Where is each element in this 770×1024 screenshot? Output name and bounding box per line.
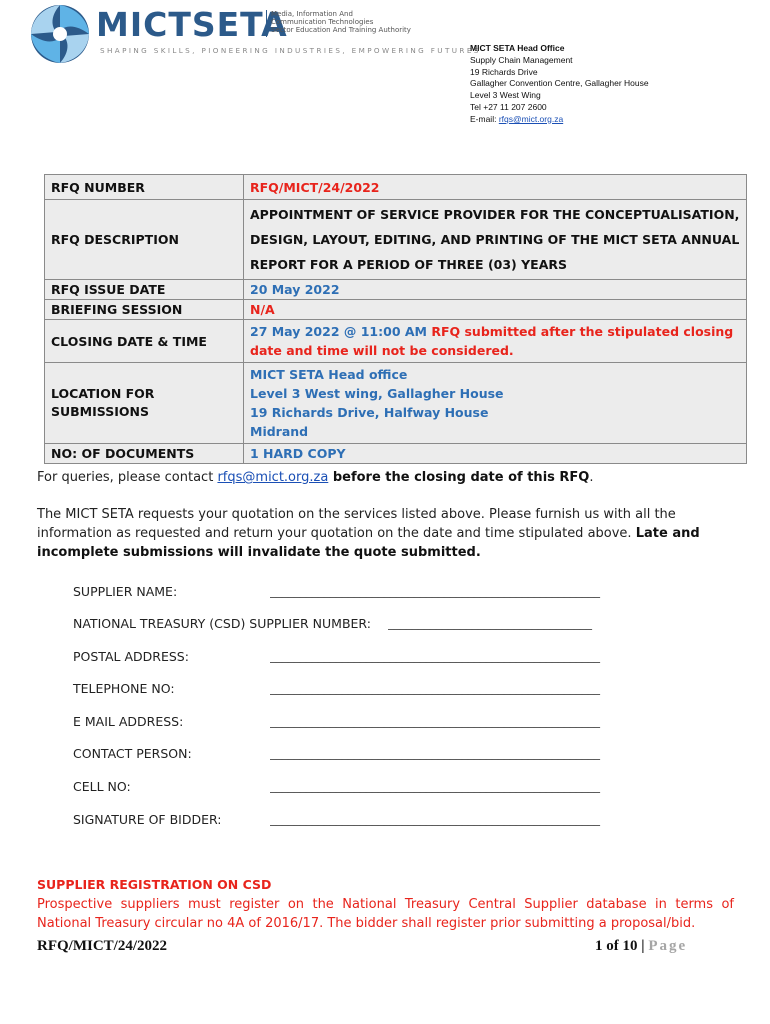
queries-email-link[interactable]: rfqs@mict.org.za	[217, 470, 329, 485]
head-office-address	[470, 43, 649, 126]
request-paragraph	[37, 505, 737, 562]
queries-bold: before the closing date of this RFQ	[328, 470, 590, 485]
page-number	[595, 938, 687, 955]
postal-address-line[interactable]: _______________________________________________________	[270, 649, 600, 663]
description-line: APPOINTMENT OF SERVICE PROVIDER FOR THE CONCEPTUALISATION,	[250, 207, 740, 222]
request-bold: Late and incomplete submissions will invalidate the quote submitted.	[37, 526, 700, 560]
contact-person-line[interactable]: _______________________________________________________	[270, 746, 600, 760]
location-line: 19 Richards Drive, Halfway House	[250, 405, 489, 420]
address-line: Gallagher Convention Centre, Gallagher House	[470, 78, 649, 89]
supplier-name-label: SUPPLIER NAME:	[73, 584, 178, 599]
contact-person-label: CONTACT PERSON:	[73, 746, 192, 761]
issue-date-label: RFQ ISSUE DATE	[45, 280, 244, 300]
supplier-name-line[interactable]: _______________________________________________________	[270, 584, 600, 598]
cell-label: CELL NO:	[73, 779, 131, 794]
email-label: E-mail:	[470, 113, 499, 124]
queries-paragraph	[37, 468, 737, 487]
closing-note: RFQ submitted after the stipulated closing date and time will not be considered.	[250, 324, 734, 358]
closing-date-label: CLOSING DATE & TIME	[45, 320, 244, 363]
tagline: SHAPING SKILLS, PIONEERING INDUSTRIES, EMPOWERING FUTURES	[100, 46, 481, 55]
location-line: Midrand	[250, 424, 309, 439]
address-title: MICT SETA Head Office	[470, 43, 565, 53]
csd-paragraph: Prospective suppliers must register on the National Treasury Central Supplier database in terms of National Treasury circular no 4A of 2016/17. The bidder shall register prior submitting a proposal/bid.	[37, 897, 734, 931]
address-line: Tel +27 11 207 2600	[470, 101, 547, 112]
rfq-number-label: RFQ NUMBER	[45, 175, 244, 200]
authority-line: Sector Education And Training Authority	[271, 26, 411, 34]
email-address-label: E MAIL ADDRESS:	[73, 714, 184, 729]
authority-line: Communication Technologies	[271, 18, 374, 26]
address-email-link[interactable]: rfqs@mict.org.za	[498, 113, 564, 124]
csd-number-label: NATIONAL TREASURY (CSD) SUPPLIER NUMBER:	[73, 616, 371, 631]
authority-line: Media, Information And	[271, 10, 353, 18]
queries-prefix: For queries, please contact	[37, 470, 218, 485]
telephone-line[interactable]: _______________________________________________________	[270, 681, 600, 695]
location-line: Level 3 West wing, Gallagher House	[250, 386, 504, 401]
page-count: 1 of 10	[595, 938, 638, 954]
queries-end: .	[589, 470, 594, 485]
email-address-line[interactable]: _______________________________________________________	[270, 714, 600, 728]
authority-text	[266, 10, 411, 37]
address-line: 19 Richards Drive	[470, 66, 538, 77]
issue-date-value: 20 May 2022	[244, 280, 747, 300]
mictseta-logo-icon	[26, 2, 94, 66]
csd-heading: SUPPLIER REGISTRATION ON CSD	[37, 877, 272, 892]
rfq-description-value	[244, 200, 747, 280]
location-label-line: LOCATION FOR	[51, 386, 155, 401]
description-line: DESIGN, LAYOUT, EDITING, AND PRINTING OF THE MICT SETA ANNUAL	[250, 232, 740, 247]
brand-name: MICTSETA	[96, 5, 288, 44]
rfq-details-table	[44, 174, 747, 464]
location-label-line: SUBMISSIONS	[51, 404, 149, 419]
postal-address-label: POSTAL ADDRESS:	[73, 649, 189, 664]
briefing-label: BRIEFING SESSION	[45, 300, 244, 320]
rfq-description-label: RFQ DESCRIPTION	[45, 200, 244, 280]
closing-date-value	[244, 320, 747, 363]
page-word: Page	[648, 938, 688, 954]
documents-value: 1 HARD COPY	[244, 444, 747, 464]
signature-label: SIGNATURE OF BIDDER:	[73, 812, 222, 827]
request-text: The MICT SETA requests your quotation on the services listed above. Please furnish us with all the information as requested and return your quotation on the date and time stipulated above.	[37, 507, 676, 541]
address-line: Level 3 West Wing	[470, 90, 541, 101]
telephone-label: TELEPHONE NO:	[73, 681, 175, 696]
address-line: Supply Chain Management	[470, 54, 573, 65]
documents-label: NO: OF DOCUMENTS	[45, 444, 244, 464]
description-line: REPORT FOR A PERIOD OF THREE (03) YEARS	[250, 257, 568, 272]
closing-date: 27 May 2022 @ 11:00 AM	[250, 324, 427, 339]
location-value	[244, 363, 747, 444]
rfq-number-value: RFQ/MICT/24/2022	[244, 175, 747, 200]
briefing-value: N/A	[244, 300, 747, 320]
cell-line[interactable]: _______________________________________________________	[270, 779, 600, 793]
location-label	[45, 363, 244, 444]
page-separator: |	[637, 938, 649, 954]
footer-reference: RFQ/MICT/24/2022	[37, 938, 167, 954]
csd-number-line[interactable]: __________________________________	[388, 616, 592, 630]
location-line: MICT SETA Head office	[250, 367, 408, 382]
signature-line[interactable]: _______________________________________________________	[270, 812, 600, 826]
